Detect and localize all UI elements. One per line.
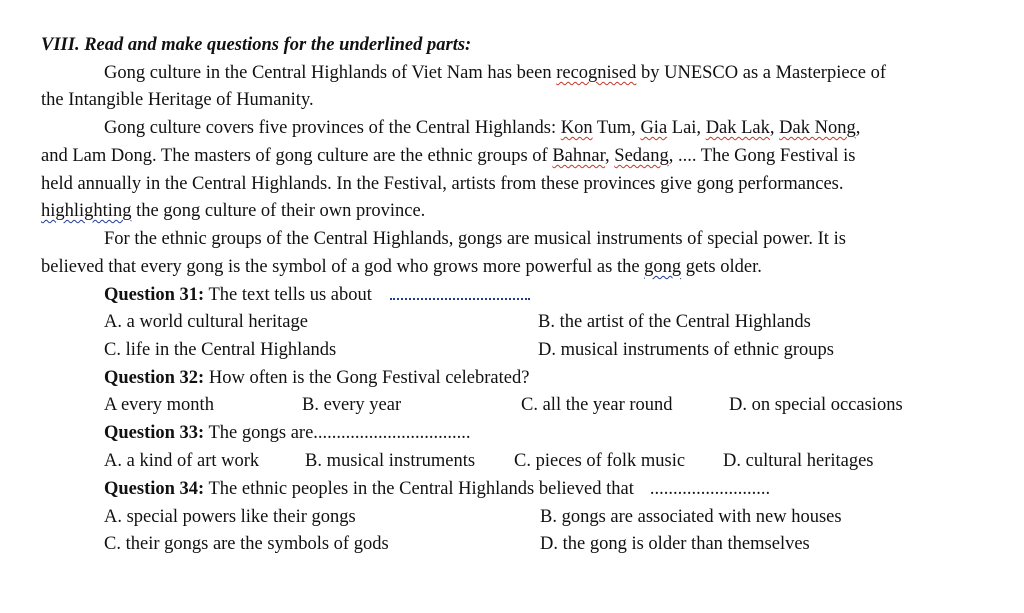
option-b[interactable]: B. every year [302, 395, 402, 415]
passage-line [104, 62, 886, 84]
question-31 [104, 284, 530, 306]
option-d[interactable]: D. musical instruments of ethnic groups [538, 340, 834, 360]
question-label: Question 34: [104, 479, 205, 499]
underlined-word: highlighting [41, 201, 132, 221]
text: believed that every gong is the symbol of a god who grows more powerful as the [41, 257, 645, 277]
passage-line [41, 200, 425, 222]
underlined-word: recognised [556, 63, 637, 83]
question-label: Question 31: [104, 285, 205, 305]
option-c[interactable]: C. their gongs are the symbols of gods [104, 534, 389, 554]
question-33 [104, 422, 471, 444]
underlined-word: gong [644, 257, 682, 277]
option-b[interactable]: B. musical instruments [305, 451, 476, 471]
text: Gong culture covers five provinces of the Central Highlands: [104, 118, 561, 138]
passage-line [41, 256, 762, 278]
underlined-word: Bahnar [552, 146, 606, 166]
underlined-word: Gia [640, 118, 668, 138]
option-d[interactable]: D. cultural heritages [723, 451, 874, 471]
option-b[interactable]: B. gongs are associated with new houses [540, 507, 842, 527]
question-label: Question 33: [104, 423, 205, 443]
section-heading: VIII. Read and make questions for the underlined parts: [41, 35, 472, 55]
underlined-word: Dak Nong [779, 118, 856, 138]
option-b[interactable]: B. the artist of the Central Highlands [538, 312, 811, 332]
passage-line: For the ethnic groups of the Central Highlands, gongs are musical instruments of special power. It is [104, 229, 846, 249]
option-c[interactable]: C. life in the Central Highlands [104, 340, 337, 360]
option-c[interactable]: C. pieces of folk music [514, 451, 686, 471]
text: , [605, 146, 615, 166]
question-text: The text tells us about [204, 285, 372, 305]
passage-line: the Intangible Heritage of Humanity. [41, 90, 314, 110]
question-34 [104, 478, 770, 500]
text: by UNESCO as a Masterpiece of [636, 63, 887, 83]
text: gets older. [681, 257, 762, 277]
text: the gong culture of their own province. [131, 201, 426, 221]
option-c[interactable]: C. all the year round [521, 395, 673, 415]
text: Tum, [592, 118, 641, 138]
text: , .... The Gong Festival is [668, 146, 856, 166]
question-label: Question 32: [104, 368, 205, 388]
text: Gong culture in the Central Highlands of Viet Nam has been [104, 63, 557, 83]
answer-blank: .......................... [649, 479, 771, 499]
option-d[interactable]: D. on special occasions [729, 395, 903, 415]
question-32 [104, 367, 529, 389]
option-a[interactable]: A. a kind of art work [104, 451, 260, 471]
underlined-word: Dak Lak [705, 118, 770, 138]
answer-blank [390, 286, 530, 300]
option-d[interactable]: D. the gong is older than themselves [540, 534, 810, 554]
passage-line [41, 145, 855, 167]
passage-line [104, 117, 860, 139]
underlined-word: Sedang [614, 146, 669, 166]
option-a[interactable]: A. special powers like their gongs [104, 507, 356, 527]
question-text: The gongs are.................................. [204, 423, 471, 443]
text: , [855, 118, 861, 138]
question-text: The ethnic peoples in the Central Highlands believed that [204, 479, 634, 499]
text: , [769, 118, 780, 138]
option-a[interactable]: A. a world cultural heritage [104, 312, 308, 332]
text: Lai, [667, 118, 706, 138]
underlined-word: Kon [560, 118, 593, 138]
option-a[interactable]: A every month [104, 395, 214, 415]
question-text: How often is the Gong Festival celebrated? [204, 368, 530, 388]
text: and Lam Dong. The masters of gong culture are the ethnic groups of [41, 146, 553, 166]
passage-line: held annually in the Central Highlands. In the Festival, artists from these provinces give gong performances. [41, 174, 844, 194]
